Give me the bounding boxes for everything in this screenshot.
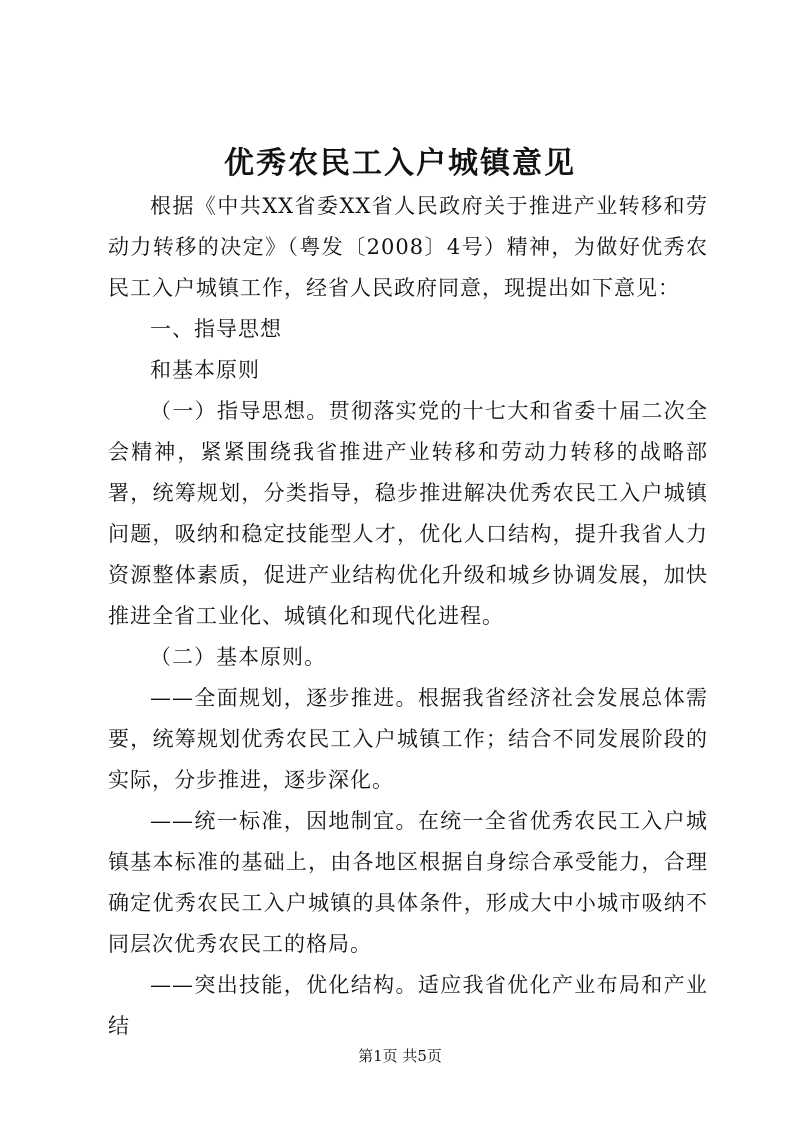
page-footer: 第1页 共5页 bbox=[358, 1047, 442, 1065]
document-body bbox=[108, 186, 708, 1047]
principle-paragraph: ——统一标准，因地制宜。在统一全省优秀农民工入户城镇基本标准的基础上，由各地区根据自身综合承受能力，合理确定优秀农民工入户城镇的具体条件，形成大中小城市吸纳不同层次优秀农民工的格局。 bbox=[108, 809, 708, 956]
principle-paragraph: ——突出技能，优化结构。适应我省优化产业布局和产业结 bbox=[108, 973, 708, 1038]
page-title: 优秀农民工入户城镇意见 bbox=[224, 146, 576, 181]
paragraph-intro: 根据《中共XX省委XX省人民政府关于推进产业转移和劳动力转移的决定》（粤发〔2008〕4号）精神，为做好优秀农民工入户城镇工作，经省人民政府同意，现提出如下意见： bbox=[108, 194, 708, 300]
paragraph-guiding-thought: （一）指导思想。贯彻落实党的十七大和省委十届二次全会精神，紧紧围绕我省推进产业转移和劳动力转移的战略部署，统筹规划，分类指导，稳步推进解决优秀农民工入户城镇问题，吸纳和稳定技能型人才，优化人口结构，提升我省人力资源整体素质，促进产业结构优化升级和城乡协调发展，加快推进全省工业化、城镇化和现代化进程。 bbox=[108, 399, 708, 628]
principle-paragraph: ——全面规划，逐步推进。根据我省经济社会发展总体需要，统筹规划优秀农民工入户城镇工作；结合不同发展阶段的实际，分步推进，逐步深化。 bbox=[108, 686, 708, 792]
subsection-heading: （二）基本原则。 bbox=[150, 645, 326, 669]
section-heading: 一、指导思想 bbox=[150, 317, 282, 341]
section-heading-continued: 和基本原则 bbox=[150, 358, 260, 382]
